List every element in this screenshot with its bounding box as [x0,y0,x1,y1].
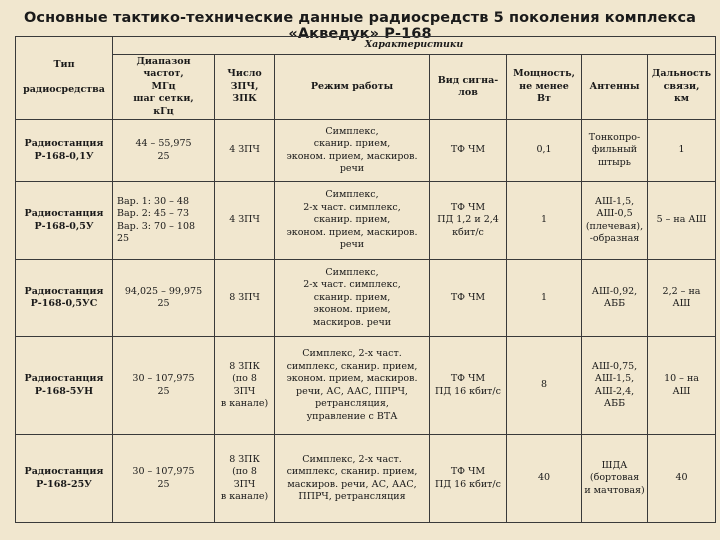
cell-signal: ТФ ЧМ ПД 1,2 и 2,4 кбит/с [430,182,507,260]
table-row [16,337,716,435]
cell-type: Радиостанция Р-168-0,5УС [16,260,113,337]
table-row [16,435,716,523]
cell-antennas: АШ-1,5, АШ-0,5 (плечевая), -образная [582,182,648,260]
cell-freq: 30 – 107,975 25 [113,337,215,435]
cell-mode: Симплекс, 2-х част. симплекс, сканир. прием, эконом. прием, маскиров. речи [275,260,430,337]
cell-signal: ТФ ЧМ [430,120,507,182]
cell-range: 2,2 – на АШ [648,260,716,337]
cell-power: 0,1 [507,120,582,182]
header-type: Тип радиосредства [16,37,113,120]
header-row-group [16,37,716,55]
cell-signal: ТФ ЧМ [430,260,507,337]
cell-power: 1 [507,182,582,260]
cell-power: 1 [507,260,582,337]
header-characteristics: Характеристики [113,37,716,55]
cell-mode: Симплекс, 2-х част. симплекс, сканир. прием, эконом. прием, маскиров. речи [275,182,430,260]
header-signal: Вид сигна- лов [430,55,507,120]
cell-mode: Симплекс, 2-х част. симплекс, сканир. прием, маскиров. речи, АС, ААС, ППРЧ, ретрансляция [275,435,430,523]
table-row [16,120,716,182]
cell-range: 40 [648,435,716,523]
cell-range: 5 – на АШ [648,182,716,260]
specs-table [15,36,716,523]
cell-channels: 8 ЗПК (по 8 ЗПЧ в канале) [215,435,275,523]
cell-type: Радиостанция Р-168-25У [16,435,113,523]
cell-power: 8 [507,337,582,435]
cell-channels: 4 ЗПЧ [215,182,275,260]
header-row-columns [16,55,716,120]
header-channels: Число ЗПЧ, ЗПК [215,55,275,120]
cell-mode: Симплекс, 2-х част. симплекс, сканир. прием, эконом. прием, маскиров. речи, АС, ААС, ППРЧ, ретрансляция, управление с ВТА [275,337,430,435]
cell-signal: ТФ ЧМ ПД 16 кбит/с [430,337,507,435]
page-title: Основные тактико-технические данные радиосредств 5 поколения комплекса «Акведук» Р-168 [23,10,697,42]
cell-freq: 44 – 55,975 25 [113,120,215,182]
cell-power: 40 [507,435,582,523]
table-row [16,182,716,260]
cell-type: Радиостанция Р-168-0,1У [16,120,113,182]
cell-type: Радиостанция Р-168-5УН [16,337,113,435]
cell-mode: Симплекс, сканир. прием, эконом. прием, маскиров. речи [275,120,430,182]
header-power: Мощность, не менее Вт [507,55,582,120]
cell-channels: 8 ЗПЧ [215,260,275,337]
cell-freq: 94,025 – 99,975 25 [113,260,215,337]
header-range: Дальность связи, км [648,55,716,120]
cell-range: 1 [648,120,716,182]
header-mode: Режим работы [275,55,430,120]
cell-channels: 8 ЗПК (по 8 ЗПЧ в канале) [215,337,275,435]
cell-signal: ТФ ЧМ ПД 16 кбит/с [430,435,507,523]
table-row [16,260,716,337]
cell-antennas: АШ-0,92, АББ [582,260,648,337]
header-antennas: Антенны [582,55,648,120]
cell-antennas: АШ-0,75, АШ-1,5, АШ-2,4, АББ [582,337,648,435]
cell-range: 10 – на АШ [648,337,716,435]
cell-freq: Вар. 1: 30 – 48 Вар. 2: 45 – 73 Вар. 3: 70 – 108 25 [113,182,215,260]
cell-antennas: ШДА (бортовая и мачтовая) [582,435,648,523]
cell-freq: 30 – 107,975 25 [113,435,215,523]
cell-type: Радиостанция Р-168-0,5У [16,182,113,260]
cell-channels: 4 ЗПЧ [215,120,275,182]
cell-antennas: Тонкопро- фильный штырь [582,120,648,182]
header-freq: Диапазон частот, МГц шаг сетки, кГц [113,55,215,120]
